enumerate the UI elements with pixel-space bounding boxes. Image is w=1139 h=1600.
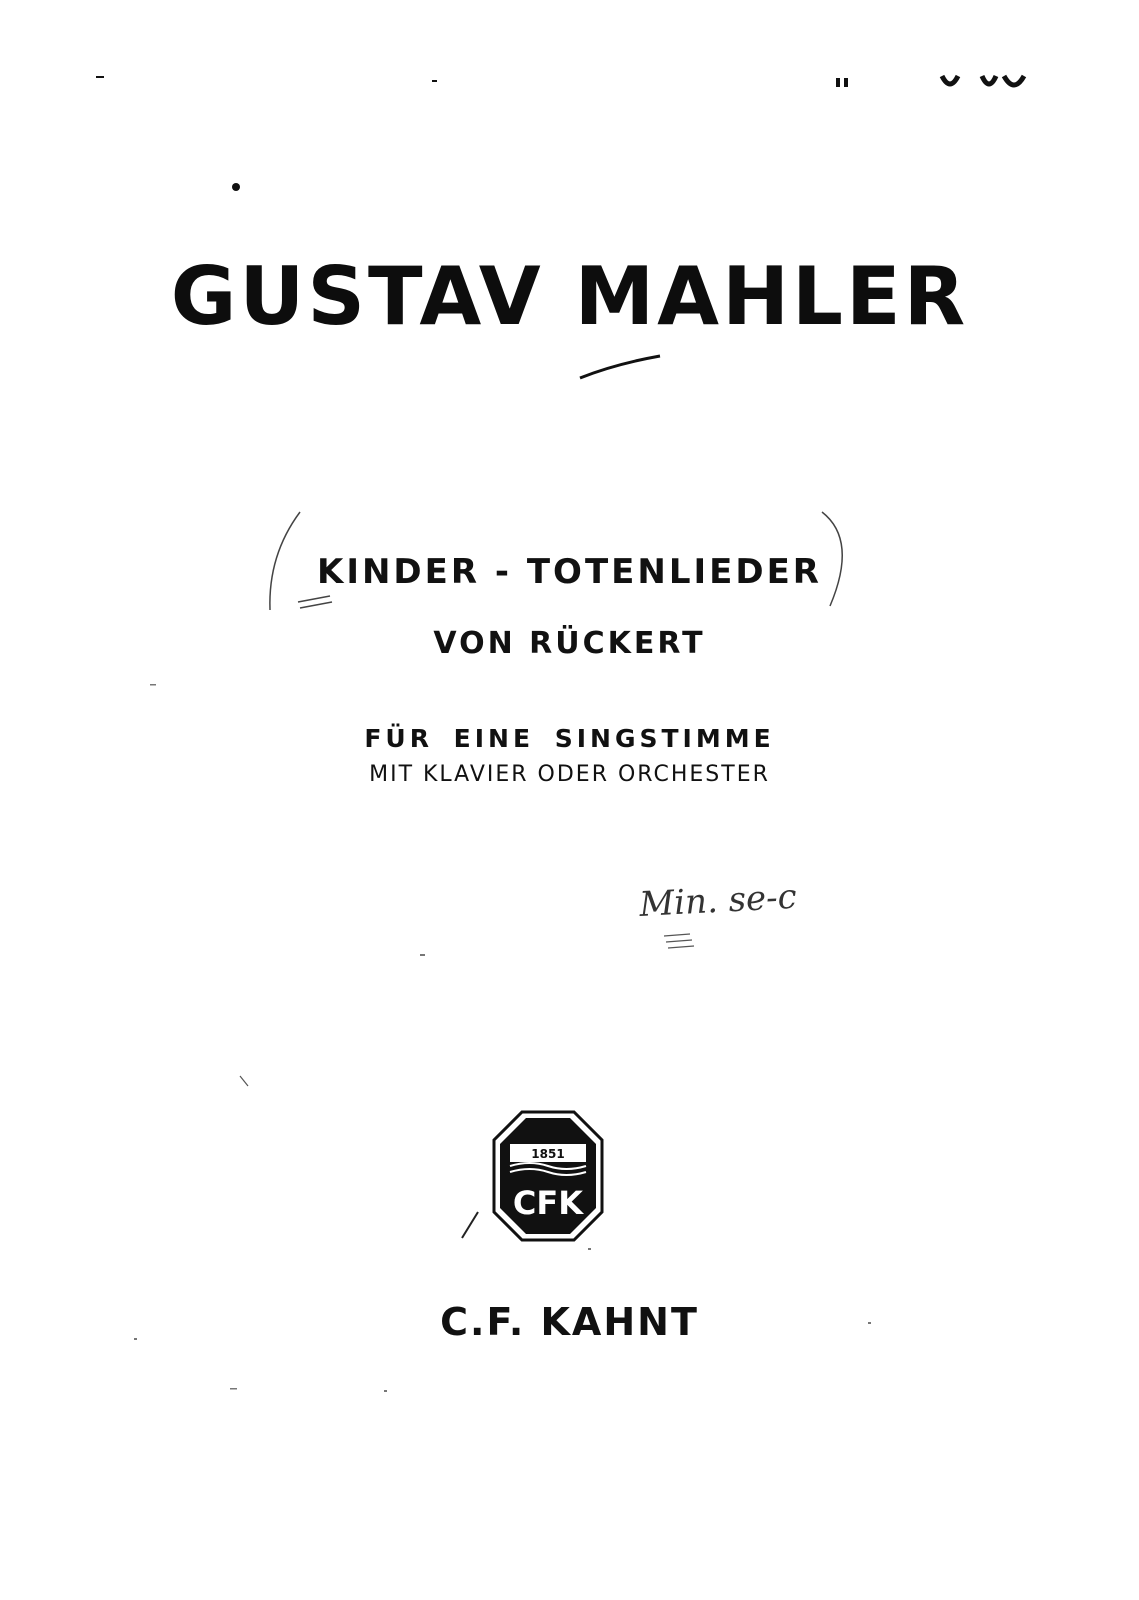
pencil-double-underline bbox=[298, 596, 332, 608]
top-edge-fragments bbox=[96, 76, 1024, 87]
pencil-triple-underline bbox=[664, 934, 694, 948]
work-title: KINDER - TOTENLIEDER bbox=[316, 552, 822, 592]
pencil-underline bbox=[580, 356, 660, 378]
logo-year: 1851 bbox=[531, 1147, 565, 1161]
stray-tick bbox=[240, 1076, 248, 1086]
ink-dot bbox=[232, 183, 240, 191]
voice-line: FÜR EINE SINGSTIMME bbox=[364, 724, 775, 753]
pencil-slash bbox=[462, 1212, 478, 1238]
publisher-logo bbox=[492, 1110, 604, 1242]
publisher-name: C.F. KAHNT bbox=[440, 1300, 699, 1344]
logo-monogram: CFK bbox=[512, 1184, 584, 1222]
handwritten-note: Min. se-c bbox=[638, 876, 798, 925]
poet-line: VON RÜCKERT bbox=[433, 626, 706, 661]
stray-specks bbox=[134, 684, 871, 1392]
accompaniment-line: MIT KLAVIER ODER ORCHESTER bbox=[369, 762, 770, 787]
composer-name: GUSTAV MAHLER bbox=[170, 250, 969, 343]
